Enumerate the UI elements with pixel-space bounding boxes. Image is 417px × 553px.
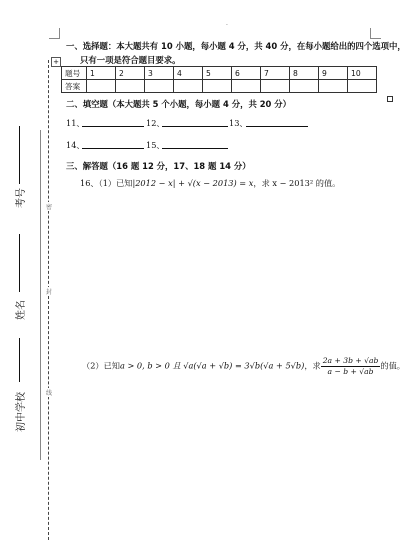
q13-blank[interactable] xyxy=(246,126,308,127)
number-cell-7: 7 xyxy=(261,67,290,80)
answer-cell-10[interactable] xyxy=(348,80,377,93)
answer-cell-4[interactable] xyxy=(174,80,203,93)
binding-solid-line xyxy=(40,130,41,460)
answer-cell-6[interactable] xyxy=(232,80,261,93)
number-cell-6: 6 xyxy=(232,67,261,80)
fraction-denominator: a − b + √ab xyxy=(327,367,374,376)
seal-char-3: 线 xyxy=(46,390,53,397)
number-cell-10: 10 xyxy=(348,67,377,80)
q14-blank[interactable] xyxy=(82,148,144,149)
q11-label: 11、 xyxy=(66,118,85,128)
name-blank xyxy=(19,234,20,292)
corner-mark-top-right xyxy=(370,28,381,39)
exam-number-label: 考号 xyxy=(16,188,27,208)
q15-label: 15、 xyxy=(146,140,165,150)
header-mark: . xyxy=(226,20,228,27)
answer-cell-2[interactable] xyxy=(116,80,145,93)
number-cell-4: 4 xyxy=(174,67,203,80)
q16-part2-suffix: 的值。 xyxy=(380,360,405,371)
section1-heading-line2: 只有一项是符合题目要求。 xyxy=(80,55,181,65)
fraction-numerator: 2a + 3b + √ab xyxy=(322,356,379,365)
answer-cell-9[interactable] xyxy=(319,80,348,93)
q16-part2-mid: ，求 xyxy=(304,360,321,371)
answer-cell-1[interactable] xyxy=(87,80,116,93)
row-label-number: 题号 xyxy=(62,67,87,80)
q12-blank[interactable] xyxy=(162,126,228,127)
name-label: 姓名 xyxy=(16,300,27,320)
binding-dashed-line xyxy=(48,60,49,540)
number-cell-9: 9 xyxy=(319,67,348,80)
exam-number-blank xyxy=(19,126,20,184)
school-label: 初中学校 xyxy=(16,392,27,432)
answer-cell-5[interactable] xyxy=(203,80,232,93)
seal-char-2: 封 xyxy=(46,289,53,296)
number-cell-3: 3 xyxy=(145,67,174,80)
table-move-handle[interactable]: + xyxy=(51,57,61,67)
answer-cell-7[interactable] xyxy=(261,80,290,93)
q14-label: 14、 xyxy=(66,140,85,150)
section2-heading: 二、填空题（本大题共 5 个小题，每小题 4 分，共 20 分） xyxy=(66,99,292,109)
q16-part1-prefix: 16、（1）已知 xyxy=(80,178,133,188)
number-cell-8: 8 xyxy=(290,67,319,80)
q16-part2-fraction xyxy=(321,356,381,377)
row-label-answer: 答案 xyxy=(62,80,87,93)
section3-heading: 三、解答题（16 题 12 分，17、18 题 14 分） xyxy=(66,161,251,171)
answer-cell-3[interactable] xyxy=(145,80,174,93)
section1-heading-line1: 一、选择题：本大题共有 10 小题，每小题 4 分，共 40 分，在每小题给出的四个选项中， xyxy=(66,41,406,51)
number-cell-2: 2 xyxy=(116,67,145,80)
q16-part1-expr: |2012 − x| + √(x − 2013) = x xyxy=(132,178,254,188)
answer-table xyxy=(61,66,377,93)
q15-blank[interactable] xyxy=(162,148,228,149)
q16-part2-condition: a > 0, b > 0 且 √a(√a + √b) = 3√b(√a + 5√b) xyxy=(119,360,305,371)
q16-part1 xyxy=(80,178,340,189)
q12-label: 12、 xyxy=(146,118,165,128)
q16-part1-suffix: ，求 x − 2013² 的值。 xyxy=(253,178,341,188)
q16-part2-prefix: （2）已知 xyxy=(82,360,120,371)
table-resize-handle[interactable] xyxy=(387,96,393,102)
q13-label: 13、 xyxy=(229,118,248,128)
corner-mark-top-left xyxy=(49,28,60,39)
number-cell-1: 1 xyxy=(87,67,116,80)
table-row-numbers xyxy=(62,67,377,80)
number-cell-5: 5 xyxy=(203,67,232,80)
table-row-answers xyxy=(62,80,377,93)
seal-char-1: 密 xyxy=(46,204,53,211)
q16-part2 xyxy=(82,356,405,377)
answer-cell-8[interactable] xyxy=(290,80,319,93)
q11-blank[interactable] xyxy=(82,126,144,127)
school-blank xyxy=(19,338,20,382)
